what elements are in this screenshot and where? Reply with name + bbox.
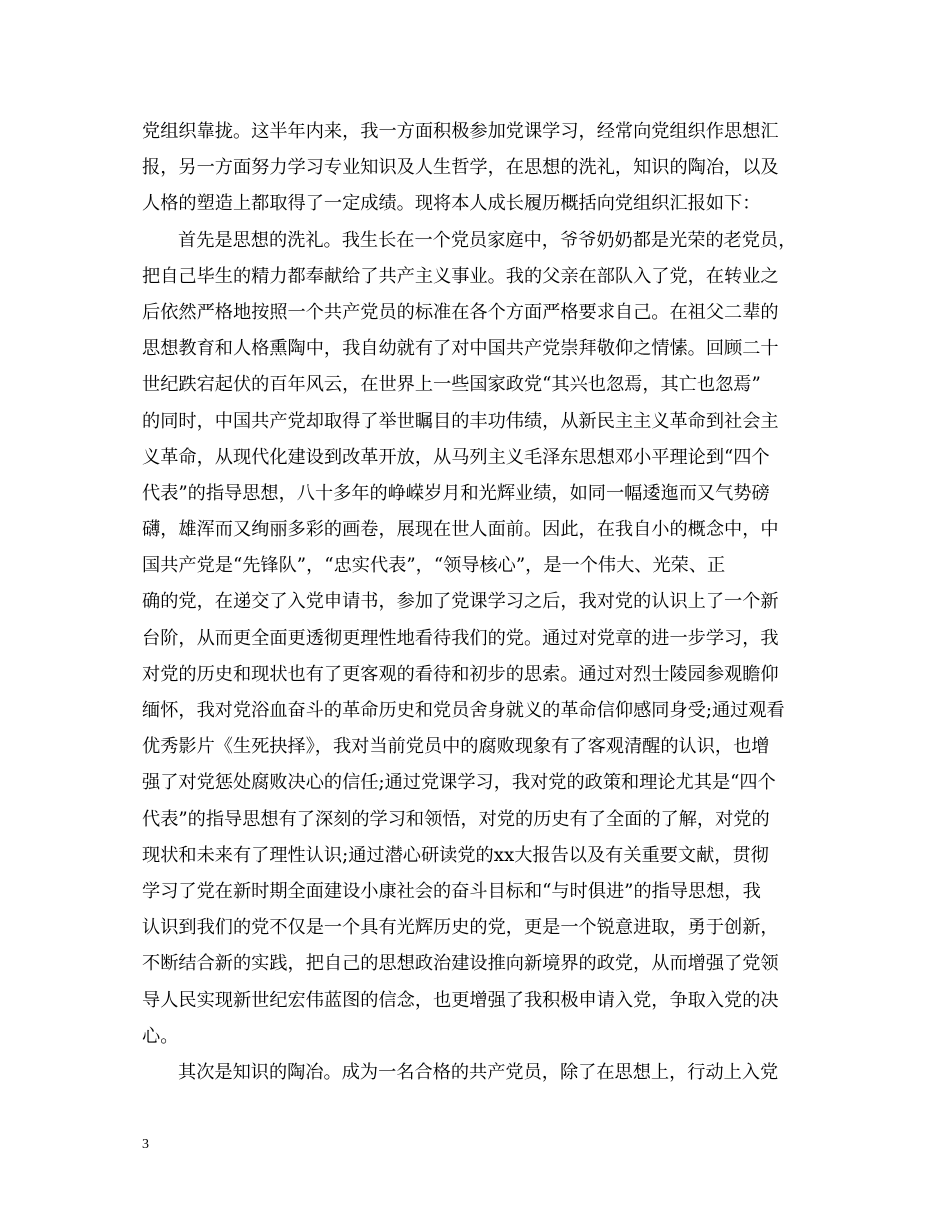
text-line: 代表”的指导思想有了深刻的学习和领悟，对党的历史有了全面的了解，对党的 <box>142 808 770 830</box>
text-line: 代表”的指导思想，八十多年的峥嵘岁月和光辉业绩，如同一幅逶迤而又气势磅 <box>142 482 770 504</box>
text-line: 世纪跌宕起伏的百年风云，在世界上一些国家政党“其兴也忽焉，其亡也忽焉” <box>142 374 761 396</box>
text-line: 现状和未来有了理性认识;通过潜心研读党的xx大报告以及有关重要文献，贯彻 <box>142 844 769 866</box>
text-line: 心。 <box>142 1025 179 1047</box>
text-line: 确的党，在递交了入党申请书，参加了党课学习之后，我对党的认识上了一个新 <box>142 591 779 613</box>
text-line: 不断结合新的实践，把自己的思想政治建设推向新境界的政党，从而增强了党领 <box>142 953 779 975</box>
text-line: 学习了党在新时期全面建设小康社会的奋斗目标和“与时俱进”的指导思想，我 <box>142 880 761 902</box>
text-line: 思想教育和人格熏陶中，我自幼就有了对中国共产党崇拜敬仰之情愫。回顾二十 <box>142 338 779 360</box>
text-line: 对党的历史和现状也有了更客观的看待和初步的思索。通过对烈士陵园参观瞻仰 <box>142 663 779 685</box>
text-line: 义革命，从现代化建设到改革开放，从马列主义毛泽东思想邓小平理论到“四个 <box>142 446 770 468</box>
text-line: 党组织靠拢。这半年内来，我一方面积极参加党课学习，经常向党组织作思想汇 <box>142 121 779 142</box>
text-line: 国共产党是“先锋队”，“忠实代表”，“领导核心”，是一个伟大、光荣、正 <box>142 555 726 577</box>
page-number: 3 <box>142 1137 149 1152</box>
text-line: 台阶，从而更全面更透彻更理性地看待我们的党。通过对党章的进一步学习，我 <box>142 627 779 649</box>
text-line: 报，另一方面努力学习专业知识及人生哲学，在思想的洗礼，知识的陶冶，以及 <box>142 157 779 179</box>
text-line: 强了对党惩处腐败决心的信任;通过党课学习，我对党的政策和理论尤其是“四个 <box>142 772 776 794</box>
paragraph-first-line: 其次是知识的陶冶。成为一名合格的共产党员，除了在思想上，行动上入党 <box>178 1061 779 1083</box>
text-line: 礴，雄浑而又绚丽多彩的画卷，展现在世人面前。因此，在我自小的概念中，中 <box>142 519 779 541</box>
text-line: 后依然严格地按照一个共产党员的标准在各个方面严格要求自己。在祖父二辈的 <box>142 301 779 323</box>
paragraph-first-line: 首先是思想的洗礼。我生长在一个党员家庭中，爷爷奶奶都是光荣的老党员， <box>178 229 797 251</box>
body-text <box>142 114 822 1091</box>
text-line: 的同时，中国共产党却取得了举世瞩目的丰功伟绩，从新民主主义革命到社会主 <box>142 410 779 432</box>
text-line: 认识到我们的党不仅是一个具有光辉历史的党，更是一个锐意进取，勇于创新， <box>142 917 779 939</box>
text-line: 优秀影片《生死抉择》，我对当前党员中的腐败现象有了客观清醒的认识，也增 <box>142 736 770 758</box>
text-line: 把自己毕生的精力都奉献给了共产主义事业。我的父亲在部队入了党，在转业之 <box>142 265 779 287</box>
text-line: 人格的塑造上都取得了一定成绩。现将本人成长履历概括向党组织汇报如下： <box>142 193 761 215</box>
text-line: 缅怀，我对党浴血奋斗的革命历史和党员舍身就义的革命信仰感同身受;通过观看 <box>142 700 785 721</box>
text-line: 导人民实现新世纪宏伟蓝图的信念，也更增强了我积极申请入党，争取入党的决 <box>142 989 779 1011</box>
